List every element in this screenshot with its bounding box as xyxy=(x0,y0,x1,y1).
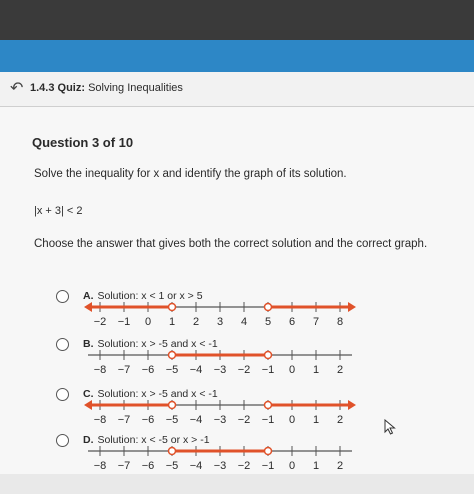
tick-label: −2 xyxy=(237,364,251,376)
option-label: D. Solution: x < -5 or x > -1 xyxy=(83,434,210,446)
browser-top-bar xyxy=(0,0,474,40)
radio-button[interactable] xyxy=(56,434,69,447)
option-solution: Solution: x < -5 or x > -1 xyxy=(97,434,210,446)
open-circle xyxy=(265,352,272,359)
tick-label: −1 xyxy=(261,414,275,426)
tick-label: −4 xyxy=(189,364,203,376)
number-line xyxy=(82,397,352,433)
tick-label: −3 xyxy=(213,414,227,426)
tick-label: −6 xyxy=(141,414,155,426)
ray-arrowhead xyxy=(348,400,356,410)
open-circle xyxy=(265,448,272,455)
open-circle xyxy=(169,352,176,359)
tick-label: −8 xyxy=(93,414,107,426)
question-panel xyxy=(0,107,474,474)
tick-label: −6 xyxy=(141,364,155,376)
option-d[interactable] xyxy=(56,434,474,494)
ray-arrowhead xyxy=(348,302,356,312)
lesson-number: 1.4.3 xyxy=(30,82,55,94)
option-label: B. Solution: x > -5 and x < -1 xyxy=(83,338,218,350)
lesson-type: Quiz: xyxy=(57,82,86,94)
question-prompt: Solve the inequality for x and identify the graph of its solution. xyxy=(34,168,347,180)
tick-label: 1 xyxy=(312,364,320,376)
back-arrow-icon[interactable]: ↶ xyxy=(10,80,24,97)
tick-label: −7 xyxy=(117,460,131,472)
tick-label: 0 xyxy=(288,364,296,376)
option-label: C. Solution: x > -5 and x < -1 xyxy=(83,388,218,400)
tick-label: −1 xyxy=(261,460,275,472)
tick-label: 7 xyxy=(312,316,320,328)
tick-label: −4 xyxy=(189,460,203,472)
tick-label: −3 xyxy=(213,364,227,376)
tick-label: 2 xyxy=(336,460,344,472)
tick-label: −5 xyxy=(165,414,179,426)
number-line xyxy=(82,299,352,335)
tick-label: 1 xyxy=(168,316,176,328)
course-header-bar xyxy=(0,40,474,72)
open-circle xyxy=(265,402,272,409)
tick-label: 0 xyxy=(144,316,152,328)
tick-label: 2 xyxy=(192,316,200,328)
tick-label: −7 xyxy=(117,364,131,376)
tick-label: 8 xyxy=(336,316,344,328)
tick-label: 2 xyxy=(336,364,344,376)
tick-label: −6 xyxy=(141,460,155,472)
tick-label: 2 xyxy=(336,414,344,426)
tick-label: 5 xyxy=(264,316,272,328)
radio-button[interactable] xyxy=(56,388,69,401)
question-number: Question 3 of 10 xyxy=(32,135,134,150)
inequality: |x + 3| < 2 xyxy=(34,205,83,217)
tick-label: 1 xyxy=(312,414,320,426)
tick-label: −1 xyxy=(117,316,131,328)
option-solution: Solution: x < 1 or x > 5 xyxy=(97,290,203,302)
tick-label: −1 xyxy=(261,364,275,376)
number-line xyxy=(82,347,352,383)
tick-label: 4 xyxy=(240,316,248,328)
option-solution: Solution: x > -5 and x < -1 xyxy=(97,338,218,350)
option-solution: Solution: x > -5 and x < -1 xyxy=(97,388,218,400)
tick-label: 1 xyxy=(312,460,320,472)
tick-label: 0 xyxy=(288,460,296,472)
tick-label: −3 xyxy=(213,460,227,472)
ray-arrowhead xyxy=(84,400,92,410)
radio-button[interactable] xyxy=(56,338,69,351)
quiz-nav-bar xyxy=(0,72,474,107)
tick-label: 0 xyxy=(288,414,296,426)
tick-label: −2 xyxy=(237,460,251,472)
open-circle xyxy=(169,402,176,409)
radio-button[interactable] xyxy=(56,290,69,303)
ray-arrowhead xyxy=(84,302,92,312)
lesson-name: Solving Inequalities xyxy=(88,82,183,94)
instruction: Choose the answer that gives both the correct solution and the correct graph. xyxy=(34,238,428,250)
tick-label: −5 xyxy=(165,460,179,472)
mouse-pointer-icon xyxy=(384,419,398,435)
option-label: A. Solution: x < 1 or x > 5 xyxy=(83,290,203,302)
tick-label: −2 xyxy=(93,316,107,328)
open-circle xyxy=(265,304,272,311)
tick-label: 3 xyxy=(216,316,224,328)
tick-label: −8 xyxy=(93,364,107,376)
tick-label: −5 xyxy=(165,364,179,376)
open-circle xyxy=(169,304,176,311)
tick-label: 6 xyxy=(288,316,296,328)
open-circle xyxy=(169,448,176,455)
lesson-title xyxy=(30,82,183,94)
tick-label: −4 xyxy=(189,414,203,426)
tick-label: −7 xyxy=(117,414,131,426)
tick-label: −8 xyxy=(93,460,107,472)
tick-label: −2 xyxy=(237,414,251,426)
